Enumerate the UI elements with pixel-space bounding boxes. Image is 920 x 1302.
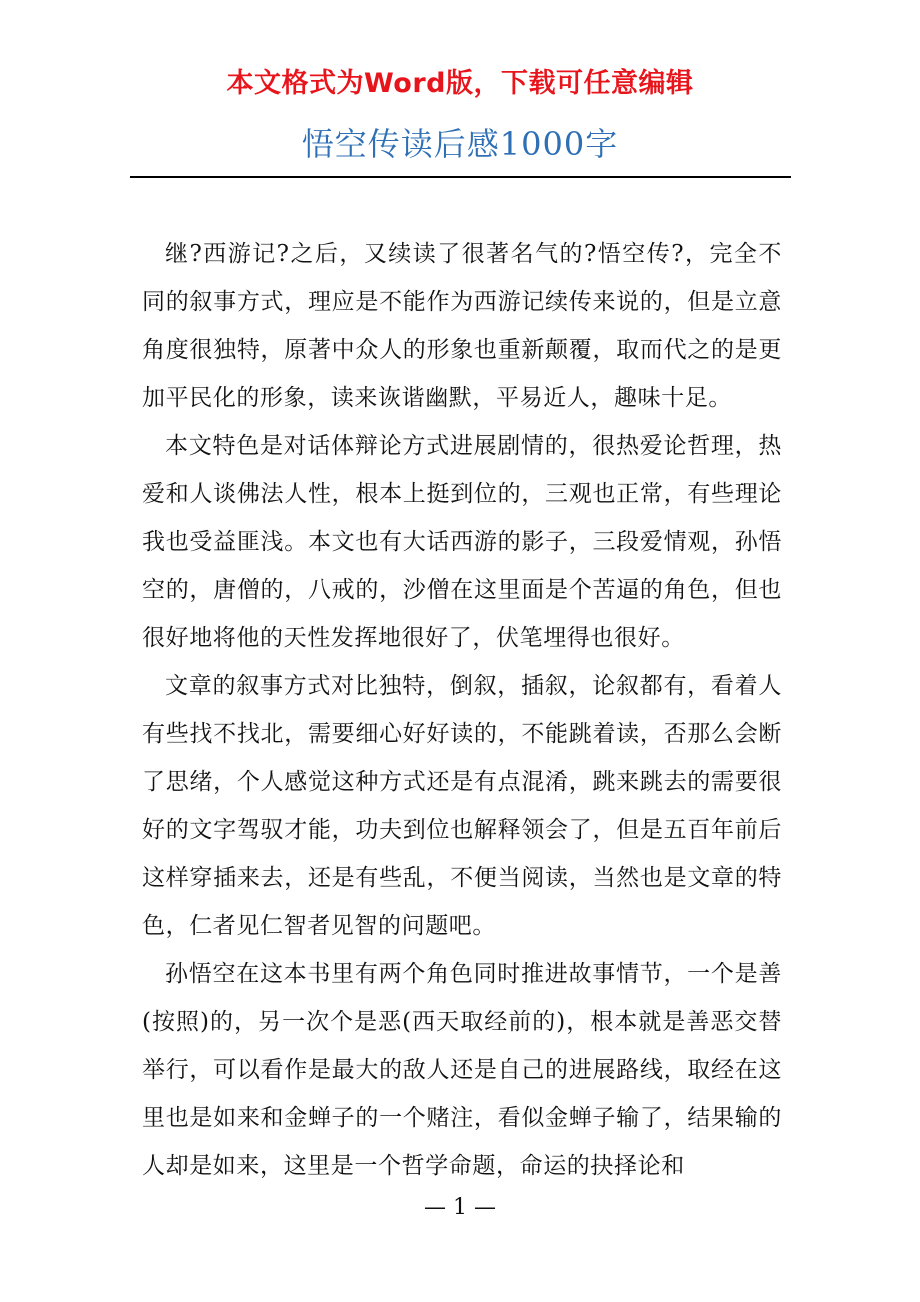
page-number: — 1 — (424, 1195, 496, 1220)
download-banner: 本文格式为Word版，下载可任意编辑 (226, 68, 694, 99)
paragraph-1: 继?西游记?之后，又续读了很著名气的?悟空传?，完全不同的叙事方式，理应是不能作为西游记续传来说的，但是立意角度很独特，原著中众人的形象也重新颠覆，取而代之的是更加平民化的形象，读来诙谐幽默，平易近人，趣味十足。 (142, 241, 782, 411)
paragraph-4: 孙悟空在这本书里有两个角色同时推进故事情节，一个是善(按照)的，另一次个是恶(西天取经前的)，根本就是善恶交替举行，可以看作是最大的敌人还是自己的进展路线，取经在这里也是如来和金蝉子的一个赌注，看似金蝉子输了，结果输的人却是如来，这里是一个哲学命题，命运的抉择论和 (142, 961, 782, 1179)
paragraph-3: 文章的叙事方式对比独特，倒叙，插叙，论叙都有，看着人有些找不找北，需要细心好好读的，不能跳着读，否那么会断了思绪，个人感觉这种方式还是有点混淆，跳来跳去的需要很好的文字驾驭才能，功夫到位也解释领会了，但是五百年前后这样穿插来去，还是有些乱，不便当阅读，当然也是文章的特色，仁者见仁智者见智的问题吧。 (142, 673, 782, 939)
paragraph-2: 本文特色是对话体辩论方式进展剧情的，很热爱论哲理，热爱和人谈佛法人性，根本上挺到位的，三观也正常，有些理论我也受益匪浅。本文也有大话西游的影子，三段爱情观，孙悟空的，唐僧的，八戒的，沙僧在这里面是个苦逼的角色，但也很好地将他的天性发挥地很好了，伏笔埋得也很好。 (142, 433, 782, 651)
page-title: 悟空传读后感1000字 (301, 125, 619, 163)
title-divider (130, 176, 791, 178)
article-body (142, 230, 782, 1190)
